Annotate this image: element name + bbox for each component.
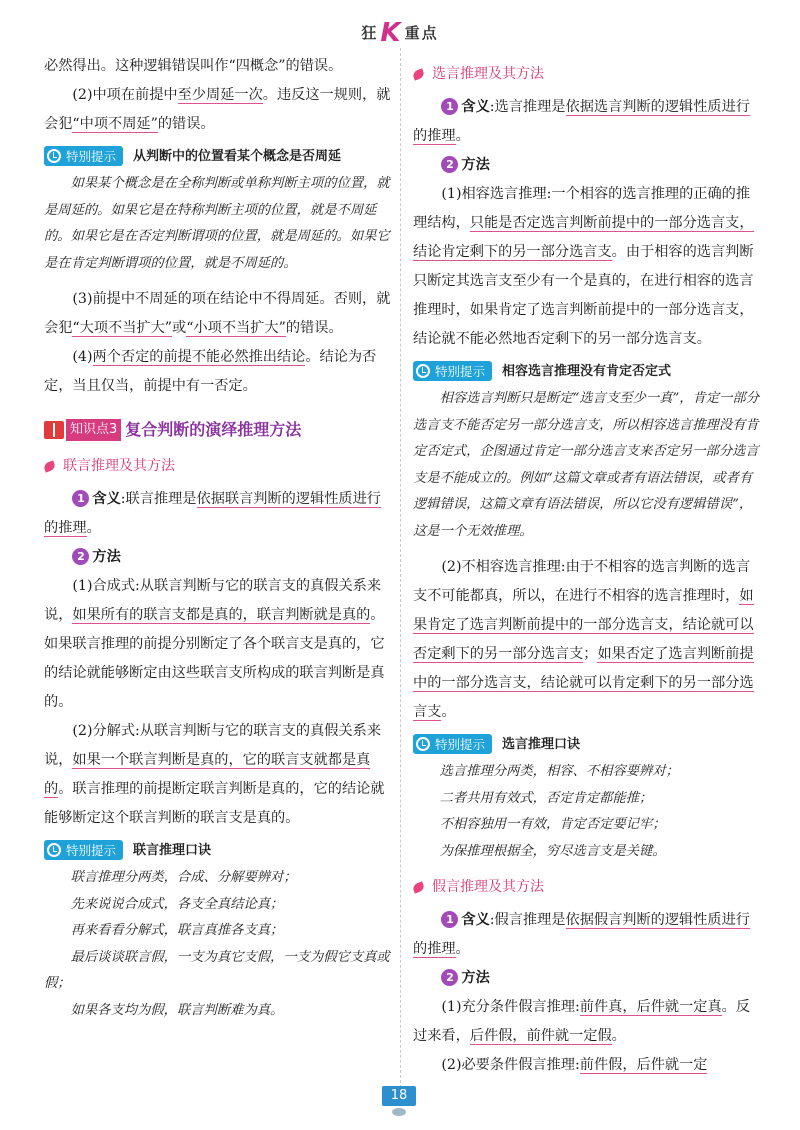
paragraph: (2)中项在前提中至少周延一次。违反这一规则，就会犯“中项不周延”的错误。 <box>44 87 391 132</box>
section-heading: 假言推理及其方法 <box>413 873 763 902</box>
section-heading: 联言推理及其方法 <box>44 452 394 481</box>
paragraph: (2)分解式:从联言判断与它的联言支的真假关系来说，如果一个联言判断是真的，它的联言支就都是真的。联言推理的前提断定联言判断是真的，它的结论就能够断定这个联言判断的联言支是真的。 <box>44 723 385 826</box>
knowledge-label: 知识点3 <box>66 419 121 441</box>
header-text-post: 重点 <box>404 24 439 42</box>
tip-text: 相容选言判断只是断定“选言支至少一真”，肯定一部分选言支不能否定另一部分选言支，所以相容选言推理没有肯定否定式，企图通过肯定一部分选言支来否定另一部分选言支是不能成立的。例如“这篇文章或者有语法错误，或者有逻辑错误，这篇文章有语法错误，所以它没有逻辑错误”，这是一个无效推理。 <box>413 391 760 539</box>
paragraph: (2)不相容选言推理:由于不相容的选言判断的选言支不可能都真，所以，在进行不相容的选言推理时，如果肯定了选言判断前提中的一部分选言支，结论就可以否定剩下的另一部分选言支；如果否定了选言判断前提中的一部分选言支，结论就可以肯定剩下的另一部分选言支。 <box>413 559 754 720</box>
leaf-icon <box>412 881 425 893</box>
number-badge: 2 <box>441 969 458 986</box>
header-logo-k: K <box>380 18 403 48</box>
page-number: 18 <box>382 1086 416 1106</box>
section-heading: 选言推理及其方法 <box>413 60 763 89</box>
book-icon <box>44 421 64 439</box>
verse-line: 选言推理分两类，相容、不相容要辨对； <box>439 764 679 779</box>
number-badge: 2 <box>72 548 89 565</box>
definition: 1 含义:联言推理是依据联言判断的逻辑性质进行的推理。 <box>44 491 381 536</box>
tip-badge: 特别提示 <box>44 146 123 166</box>
tip-badge: 特别提示 <box>413 734 492 754</box>
verse-line: 最后谈谈联言假，一支为真它支假，一支为假它支真或假； <box>44 949 390 991</box>
tip-title: 相容选言推理没有肯定否定式 <box>502 363 672 379</box>
tip-title: 从判断中的位置看某个概念是否周延 <box>133 148 342 164</box>
knowledge-title: 复合判断的演绎推理方法 <box>125 420 302 439</box>
right-column <box>413 52 763 1080</box>
verse-line: 再来看看分解式，联言真推各支真； <box>70 923 284 938</box>
column-divider <box>400 48 401 1098</box>
paragraph: (1)合成式:从联言判断与它的联言支的真假关系来说，如果所有的联言支都是真的，联言判断就是真的。如果联言推理的前提分别断定了各个联言支是真的，它的结论就能够断定由这些联言支所构成的联言判断是真的。 <box>44 578 385 710</box>
left-column <box>44 52 394 1032</box>
verse-line: 二者共用有效式，否定肯定都能推； <box>439 790 653 806</box>
clock-icon <box>47 149 61 163</box>
paragraph: 必然得出。这种逻辑错误叫作“四概念”的错误。 <box>44 58 343 74</box>
special-tip <box>413 733 763 865</box>
leaf-icon <box>412 68 425 80</box>
verse-line: 联言推理分两类，合成、分解要辨对； <box>70 870 297 885</box>
paragraph: (2)必要条件假言推理:前件假，后件就一定 <box>441 1057 708 1073</box>
verse-line: 先来说说合成式，各支全真结论真； <box>70 896 284 912</box>
knowledge-point-heading <box>44 415 394 444</box>
method-heading: 2 方法 <box>44 543 394 572</box>
paragraph: (1)充分条件假言推理:前件真，后件就一定真。反过来看，后件假，前件就一定假。 <box>413 999 751 1044</box>
special-tip <box>44 839 394 1024</box>
verse-line: 为保推理根据全，穷尽选言支是关键。 <box>439 843 666 859</box>
clock-icon <box>416 364 430 378</box>
definition: 1 含义:假言推理是依据假言判断的逻辑性质进行的推理。 <box>413 912 750 957</box>
tip-title: 选言推理口诀 <box>502 736 581 752</box>
leaf-icon <box>43 460 56 472</box>
tip-badge: 特别提示 <box>413 361 492 381</box>
number-badge: 2 <box>441 156 458 173</box>
tip-title: 联言推理口诀 <box>133 842 212 858</box>
verse-line: 如果各支均为假，联言判断难为真。 <box>70 1002 284 1018</box>
special-tip <box>44 145 394 277</box>
paragraph: (4)两个否定的前提不能必然推出结论。结论为否定，当且仅当，前提中有一否定。 <box>44 349 377 394</box>
header-text-pre: 狂 <box>361 24 379 42</box>
special-tip <box>413 360 763 545</box>
method-heading: 2 方法 <box>413 964 763 993</box>
number-badge: 1 <box>441 98 458 115</box>
clock-icon <box>47 843 61 857</box>
tip-badge: 特别提示 <box>44 840 123 860</box>
verse-line: 不相容独用一有效，肯定否定要记牢； <box>439 817 666 832</box>
paragraph: (1)相容选言推理:一个相容的选言推理的正确的推理结构，只能是否定选言判断前提中的一部分选言支，结论肯定剩下的另一部分选言支。由于相容的选言判断只断定其选言支至少有一个是真的，在进行相容的选言推理时，如果肯定了选言判断前提中的一部分选言支，结论就不能必然地否定剩下的另一部分选言支。 <box>413 186 754 347</box>
number-badge: 1 <box>441 911 458 928</box>
page-header <box>0 18 800 48</box>
page-ornament <box>392 1108 406 1116</box>
method-heading: 2 方法 <box>413 151 763 180</box>
clock-icon <box>416 737 430 751</box>
paragraph: (3)前提中不周延的项在结论中不得周延。否则，就会犯“大项不当扩大”或“小项不当扩大”的错误。 <box>44 291 391 336</box>
number-badge: 1 <box>72 490 89 507</box>
definition: 1 含义:选言推理是依据选言判断的逻辑性质进行的推理。 <box>413 99 750 144</box>
tip-text: 如果某个概念是在全称判断或单称判断主项的位置，就是周延的。如果它是在特称判断主项的位置，就是不周延的。如果它是在否定判断谓项的位置，就是周延的。如果它是在肯定判断谓项的位置，就是不周延的。 <box>44 176 390 271</box>
